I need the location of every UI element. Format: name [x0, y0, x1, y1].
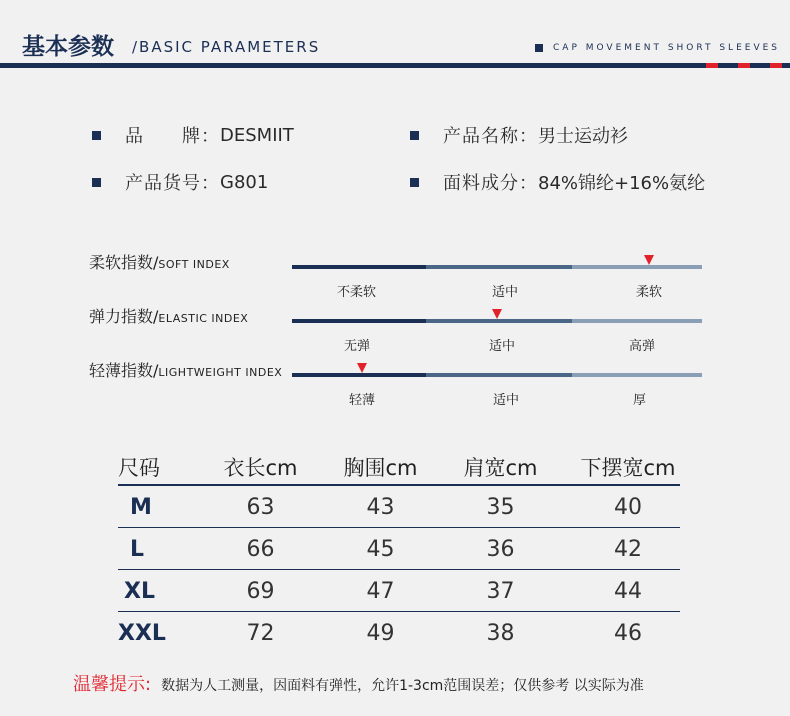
- table-row: [118, 612, 680, 654]
- size-table-header: [118, 446, 680, 486]
- header: [0, 0, 790, 75]
- index-tick-high: 柔软: [636, 285, 663, 300]
- square-bullet-icon: [92, 178, 101, 187]
- param-value: 男士运动衫: [538, 126, 628, 147]
- table-row: [118, 528, 680, 570]
- index-elastic: [89, 306, 709, 354]
- value-cell: 72: [246, 621, 275, 646]
- value-cell: 46: [614, 621, 642, 646]
- index-label: [89, 358, 282, 381]
- square-bullet-icon: [92, 131, 101, 140]
- value-cell: 69: [246, 579, 275, 604]
- param-value: 84%锦纶+16%氨纶: [538, 173, 706, 194]
- index-tick-mid: 适中: [489, 339, 516, 354]
- size-table: [118, 446, 680, 654]
- param-brand: [92, 122, 294, 148]
- value-cell: 44: [614, 579, 642, 604]
- size-cell: XXL: [118, 621, 166, 646]
- index-marker-icon: [644, 255, 654, 265]
- red-accent-mark: [770, 63, 782, 68]
- table-row: [118, 570, 680, 612]
- red-accent-mark: [706, 63, 718, 68]
- section-title: 基本参数: [22, 34, 114, 60]
- index-tick-mid: 适中: [492, 285, 519, 300]
- section-title-en: /BASIC PARAMETERS: [132, 38, 321, 56]
- index-label-cn: 轻薄指数/: [89, 361, 159, 380]
- index-label: [89, 304, 248, 327]
- index-bar-segment-high: [572, 373, 702, 377]
- size-cell: L: [130, 537, 145, 562]
- size-cell: M: [130, 495, 152, 520]
- index-marker-icon: [492, 309, 502, 319]
- index-bar-segment-mid: [426, 319, 572, 323]
- value-cell: 35: [486, 495, 515, 520]
- value-cell: 43: [366, 495, 395, 520]
- index-label-en: SOFT INDEX: [158, 258, 230, 271]
- size-cell: XL: [124, 579, 155, 604]
- index-bar-segment-high: [572, 265, 702, 269]
- index-tick-mid: 适中: [493, 393, 520, 408]
- size-table-header-cell: 胸围cm: [343, 456, 418, 480]
- value-cell: 66: [246, 537, 275, 562]
- product-line-text: CAP MOVEMENT SHORT SLEEVES: [553, 43, 780, 53]
- param-product-name: [410, 122, 628, 148]
- param-value: G801: [220, 171, 269, 193]
- param-value: DESMIIT: [220, 124, 294, 146]
- index-label-cn: 柔软指数/: [89, 253, 159, 272]
- warm-tip: [73, 670, 644, 696]
- table-row: [118, 486, 680, 528]
- index-bar-segment-low: [292, 319, 426, 323]
- param-item-number: [92, 169, 268, 195]
- index-label: [89, 250, 230, 273]
- value-cell: 38: [486, 621, 515, 646]
- index-soft: [89, 252, 709, 300]
- value-cell: 42: [614, 537, 642, 562]
- value-cell: 40: [614, 495, 642, 520]
- size-table-header-cell: 肩宽cm: [463, 456, 538, 480]
- index-bar-segment-mid: [426, 373, 572, 377]
- value-cell: 45: [366, 537, 395, 562]
- value-cell: 36: [486, 537, 515, 562]
- index-tick-low: 轻薄: [349, 393, 376, 408]
- index-tick-high: 厚: [633, 393, 647, 408]
- index-tick-low: 不柔软: [337, 285, 377, 300]
- value-cell: 47: [366, 579, 395, 604]
- index-lightweight: [89, 360, 709, 408]
- index-label-cn: 弹力指数/: [89, 307, 159, 326]
- param-label: 品 牌：: [125, 126, 220, 147]
- param-label: 面料成分：: [443, 173, 538, 194]
- index-label-en: LIGHTWEIGHT INDEX: [158, 366, 283, 379]
- index-label-en: ELASTIC INDEX: [158, 312, 249, 325]
- index-tick-low: 无弹: [344, 339, 371, 354]
- value-cell: 49: [366, 621, 395, 646]
- size-table-header-cell: 下摆宽cm: [580, 456, 676, 480]
- index-bar-segment-high: [572, 319, 702, 323]
- header-divider: [0, 63, 790, 68]
- index-bar-segment-low: [292, 373, 426, 377]
- red-accent-mark: [738, 63, 750, 68]
- param-label: 产品名称：: [443, 126, 538, 147]
- param-fabric: [410, 169, 705, 195]
- warm-tip-title: 温馨提示:: [73, 674, 152, 695]
- product-line-caption: [535, 43, 780, 53]
- square-bullet-icon: [410, 131, 419, 140]
- value-cell: 63: [246, 495, 275, 520]
- index-marker-icon: [357, 363, 367, 373]
- size-table-header-cell: 尺码: [118, 456, 160, 480]
- param-label: 产品货号：: [125, 173, 220, 194]
- index-bar-segment-mid: [426, 265, 572, 269]
- warm-tip-body: 数据为人工测量，因面料有弹性，允许1-3cm范围误差；仅供参考 以实际为准: [161, 678, 644, 694]
- square-bullet-icon: [410, 178, 419, 187]
- value-cell: 37: [486, 579, 515, 604]
- index-tick-high: 高弹: [629, 339, 656, 354]
- size-table-header-cell: 衣长cm: [223, 456, 298, 480]
- square-icon: [535, 44, 543, 52]
- index-bar-segment-low: [292, 265, 426, 269]
